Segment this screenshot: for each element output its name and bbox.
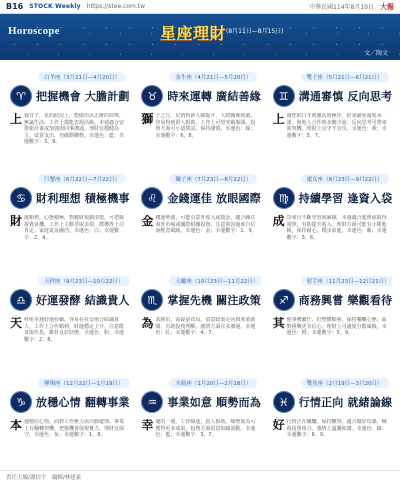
sign-card [8, 266, 129, 364]
sign-description [273, 113, 390, 160]
fortune-title: 好運發酵 結識貴人 [36, 294, 130, 307]
drop-cap: 上 [10, 113, 23, 126]
sign-card [8, 62, 129, 160]
drop-cap: 為 [141, 317, 154, 330]
sign-head [273, 85, 390, 107]
drop-cap: 成 [272, 215, 285, 228]
sign-date-pill: 天秤座（9月23日—10月22日） [38, 276, 129, 286]
sign-date-pill: 摩羯座（12月22日—1月19日） [38, 378, 129, 388]
drop-cap: 上 [272, 113, 285, 126]
sign-card [271, 368, 392, 466]
virgo-icon: ♍ [273, 187, 295, 209]
sign-card [271, 62, 392, 160]
sign-date-pill: 巨蟹座（6月22日—7月22日） [38, 174, 126, 184]
drop-cap: 財 [10, 215, 23, 228]
libra-icon: ♎ [10, 289, 32, 311]
description-text: 秤座本週好運持續，容易在社交場合結識貴人。工作上合作順利，財運穩定上升。注意飲食與作息，維持良好狀態。幸運色：粉；幸運數字：2、8。 [24, 317, 125, 343]
drop-cap: 天 [10, 317, 23, 330]
pisces-icon: ♓ [273, 391, 295, 413]
section-label: Horoscope [8, 25, 60, 37]
sign-date-pill: 白羊座（3月21日—4月20日） [38, 72, 126, 82]
issue-date: 中華民國114年8月10日 [309, 4, 374, 11]
sign-date-pill: 水瓶座（1月20日—2月18日） [169, 378, 257, 388]
sign-card [139, 266, 260, 364]
sign-head [273, 289, 390, 311]
sign-description [273, 419, 390, 466]
gemini-icon: ♊ [273, 85, 295, 107]
page-title: 星座理財 [160, 24, 227, 43]
leo-icon: ♌ [141, 187, 163, 209]
fortune-title: 財利理想 積極機事 [36, 192, 130, 205]
author-credit: 文／陶文 [363, 50, 388, 57]
sign-description [273, 317, 390, 364]
sign-card [139, 368, 260, 466]
fortune-title: 行情正向 就緒論線 [298, 396, 392, 409]
sign-card [271, 266, 392, 364]
sign-description [10, 113, 127, 160]
sign-card [271, 164, 392, 262]
publication-url[interactable]: https://stee.com.tw [86, 3, 146, 10]
capricorn-icon: ♑ [10, 391, 32, 413]
aries-icon: ♈ [10, 85, 32, 107]
top-bar [0, 0, 400, 14]
sign-head [10, 85, 130, 107]
aquarius-icon: ♒ [141, 391, 163, 413]
sign-description [141, 419, 258, 466]
description-text: 行情正在醞釀，保持觀察。適合做好功課、檢視投資組合。感情上溫馨和諧。幸運色：綠；幸運數字：6、9。 [286, 419, 387, 438]
description-text: 求勝出，需提前布局。留意政策走向與產業新聞，有助投資判斷。感情方面宜多溝通。幸運色：紅；幸運數字：4、7。 [155, 317, 256, 336]
description-text: 週您的口才與靈活度極佳，但須避免過度承諾。與他人合作時多聽少說，反向思考可帶來新契機。理財上宜守不宜攻。幸運色：黃；幸運數字：5、7。 [286, 113, 387, 139]
description-text: 功來自不斷學習與累積。本週適合進修或取得證照，有助提升收入。理財方面可能有小額進帳。保持耐心，穩步前進。幸運色：紫；幸運數字：3、6。 [286, 215, 387, 241]
sign-card [139, 164, 260, 262]
sign-description [141, 317, 258, 364]
sign-description [10, 317, 127, 364]
drop-cap: 金 [141, 215, 154, 228]
page-footer [0, 470, 400, 482]
drop-cap: 獅 [141, 113, 154, 126]
sign-head [141, 391, 261, 413]
fortune-title: 時來運轉 廣結善緣 [167, 90, 261, 103]
sign-head [273, 391, 390, 413]
sign-head [10, 187, 130, 209]
sign-description [10, 419, 127, 466]
taurus-icon: ♉ [141, 85, 163, 107]
horoscope-header [0, 14, 400, 60]
sign-date-pill: 獅子座（7月23日—8月22日） [169, 174, 257, 184]
sign-date-pill: 天蠍座（10月23日—11月22日） [169, 276, 260, 286]
description-text: 子之月，星情對新人緣提升，人際關係和諧。容易得到貴人相助，工作上可望突破瓶頸。投資方面可小量嘗試，保持謹慎。幸運色：綠；幸運數字：6、8。 [155, 113, 256, 139]
drop-cap: 本 [10, 419, 23, 432]
publication-logo: STOCK Weekly [29, 3, 81, 10]
sign-head [141, 85, 261, 107]
sign-description [141, 215, 258, 262]
sign-card [8, 164, 129, 262]
cancer-icon: ♋ [10, 187, 32, 209]
horoscope-grid [8, 62, 392, 466]
footer-credits: 責任主編/謝信宇 編輯/林建豪 [6, 474, 82, 481]
description-text: 錢運勢強，可能有意外收入或獎金。適合關注海外市場或國際相關投資。注意別因過度自信而輕忽風險。幸運色：金；幸運數字：1、9。 [155, 215, 257, 234]
scorpio-icon: ♏ [141, 289, 163, 311]
fortune-title: 事業如意 順勢而為 [167, 396, 261, 409]
sign-date-pill: 處女座（8月23日—9月22日） [301, 174, 389, 184]
drop-cap: 好 [272, 419, 285, 432]
sign-description [141, 113, 258, 160]
sagittarius-icon: ♐ [273, 289, 295, 311]
sign-date-pill: 雙魚座（2月19日—3月20日） [301, 378, 389, 388]
brand-name: 大報 [380, 2, 394, 11]
fortune-title: 溝通審慎 反向思考 [298, 90, 392, 103]
sign-head [141, 289, 261, 311]
sign-head [10, 289, 130, 311]
fortune-title: 掌握先機 關注政策 [167, 294, 261, 307]
sign-head [141, 187, 261, 209]
fortune-title: 放穩心情 翻轉事業 [36, 396, 130, 409]
description-text: 週穩住心情，面對工作壓力需冷靜處理。事業上有翻轉契機，把握機會展現實力。理財宜保守。幸運色：灰；幸運數字：1、8。 [24, 419, 125, 438]
sign-description [10, 215, 127, 262]
sign-date-pill: 射手座（11月23日—12月21日） [301, 276, 392, 286]
drop-cap: 其 [272, 317, 285, 330]
description-text: 週日子，星的狀況上，能做出以正確的抉擇，無論生活，工作上都能表現活絡。本週適合安排新計畫或加強與同事溝通。理財宜穩健為主，留意支出，勿衝動購物。幸運色：藍；幸運數字：3、9。 [24, 113, 125, 145]
sign-card [139, 62, 260, 160]
description-text: 運的一週，工作順遂，貴人相助。順勢而為可獲得更多成果。投資方面留意短線波動。幸運色：藍；幸運數字：3、7。 [155, 419, 256, 438]
sign-date-pill: 雙子座（5月21日—6月21日） [301, 72, 389, 82]
sign-head [10, 391, 130, 413]
date-range: (8月11日—8月15日) [226, 28, 284, 35]
sign-card [8, 368, 129, 466]
sign-description [273, 215, 390, 262]
fortune-title: 商務興嘗 樂觀看待 [298, 294, 392, 307]
sign-date-pill: 金牛座（4月21日—5月20日） [169, 72, 257, 82]
description-text: 運順勢，心態積極，對錢財規劃清楚，可把握投資良機。工作上主動爭取表現，將獲得上司肯定。家庭氣氛融洽。幸運色：白；幸運數字：2、4。 [24, 215, 125, 241]
fortune-title: 持續學習 逢資入袋 [298, 192, 392, 205]
drop-cap: 幸 [141, 419, 154, 432]
fortune-title: 金錢運佳 放眼國際 [167, 192, 261, 205]
sign-head [273, 187, 390, 209]
page-number: B16 [6, 2, 24, 11]
fortune-title: 把握機會 大膽計劃 [36, 90, 130, 103]
description-text: 他事務繁忙，但整體順利。保持樂觀心態，面對挑戰更有信心。理財上可適度分散風險。幸運色：橙；幸運數字：5、9。 [286, 317, 387, 336]
